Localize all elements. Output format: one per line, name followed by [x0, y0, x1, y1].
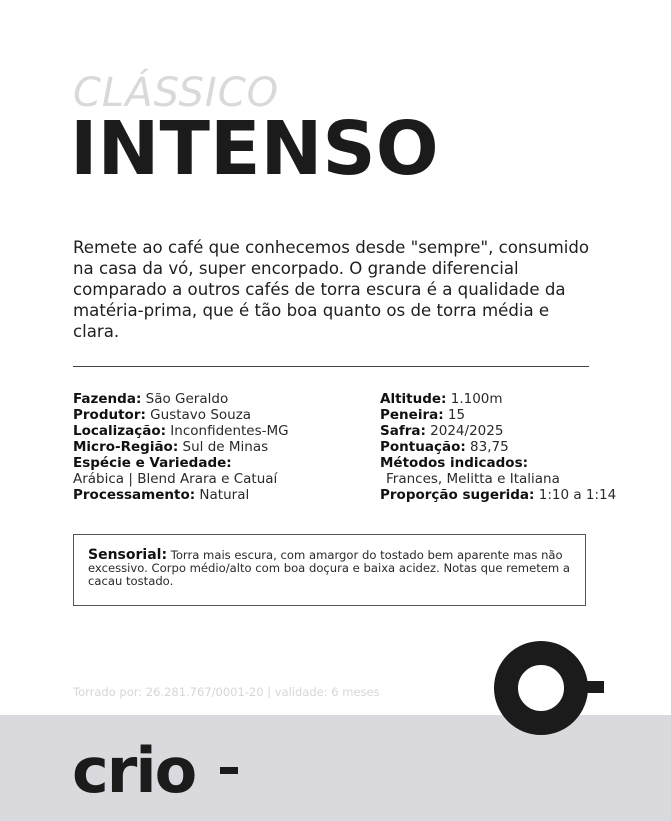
spec-value: Gustavo Souza: [145, 407, 252, 423]
spec-value: Inconfidentes-MG: [166, 423, 289, 439]
spec-value: Frances, Melitta e Italiana: [386, 471, 560, 487]
section-divider: [73, 366, 589, 367]
spec-label: Pontuação:: [380, 439, 466, 455]
product-description: Remete ao café que conhecemos desde "sempre", consumido na casa da vó, super encorpado. O grande diferencial comparado a outros cafés de torra escura é a qualidade da matéria-prima, que é tão boa quanto os de torra média e clara.: [73, 238, 590, 341]
sensorial-text: Torra mais escura, com amargor do tostado bem aparente mas não excessivo. Corpo médio/alto com boa doçura e baixa acidez. Notas que remetem a cacau tostado.: [88, 548, 570, 588]
spec-row: [73, 487, 373, 503]
spec-row: [380, 423, 660, 439]
roaster-info: Torrado por: 26.281.767/0001-20 | validade: 6 meses: [73, 685, 380, 699]
spec-label: Métodos indicados:: [380, 455, 529, 471]
spec-label: Altitude:: [380, 391, 447, 407]
spec-value: Arábica | Blend Arara e Catuaí: [73, 471, 278, 487]
product-title: INTENSO: [70, 106, 439, 192]
spec-row: [380, 391, 660, 407]
spec-row: [380, 471, 660, 487]
product-line-label: CLÁSSICO: [73, 70, 280, 116]
specs-right-column: [380, 391, 660, 503]
spec-row: [73, 391, 373, 407]
sensorial-label: Sensorial:: [88, 547, 168, 563]
spec-row: [380, 487, 660, 503]
spec-row: [73, 423, 373, 439]
spec-row: [73, 439, 373, 455]
spec-row: [380, 455, 660, 471]
spec-value: 1.100m: [446, 391, 503, 407]
sensorial-box: [73, 534, 586, 606]
cup-logo-icon: [494, 641, 606, 737]
spec-label: Safra:: [380, 423, 426, 439]
spec-value: 83,75: [465, 439, 509, 455]
spec-row: [380, 439, 660, 455]
spec-label: Produtor:: [73, 407, 146, 423]
spec-value: 1:10 a 1:14: [534, 487, 617, 503]
spec-row: [73, 407, 373, 423]
spec-value: São Geraldo: [141, 391, 229, 407]
spec-label: Processamento:: [73, 487, 196, 503]
specs-left-column: [73, 391, 373, 503]
crio-logo: [72, 740, 242, 800]
spec-value: 2024/2025: [425, 423, 504, 439]
spec-value: Sul de Minas: [178, 439, 269, 455]
spec-label: Micro-Região:: [73, 439, 179, 455]
spec-row: [380, 407, 660, 423]
spec-label: Fazenda:: [73, 391, 142, 407]
spec-row: [73, 455, 373, 471]
brand-wordmark: crio: [72, 740, 196, 800]
spec-label: Peneira:: [380, 407, 444, 423]
spec-label: Proporção sugerida:: [380, 487, 535, 503]
spec-label: Espécie e Variedade:: [73, 455, 232, 471]
spec-row: [73, 471, 373, 487]
spec-label: Localização:: [73, 423, 166, 439]
spec-value: Natural: [195, 487, 250, 503]
spec-value: 15: [443, 407, 466, 423]
